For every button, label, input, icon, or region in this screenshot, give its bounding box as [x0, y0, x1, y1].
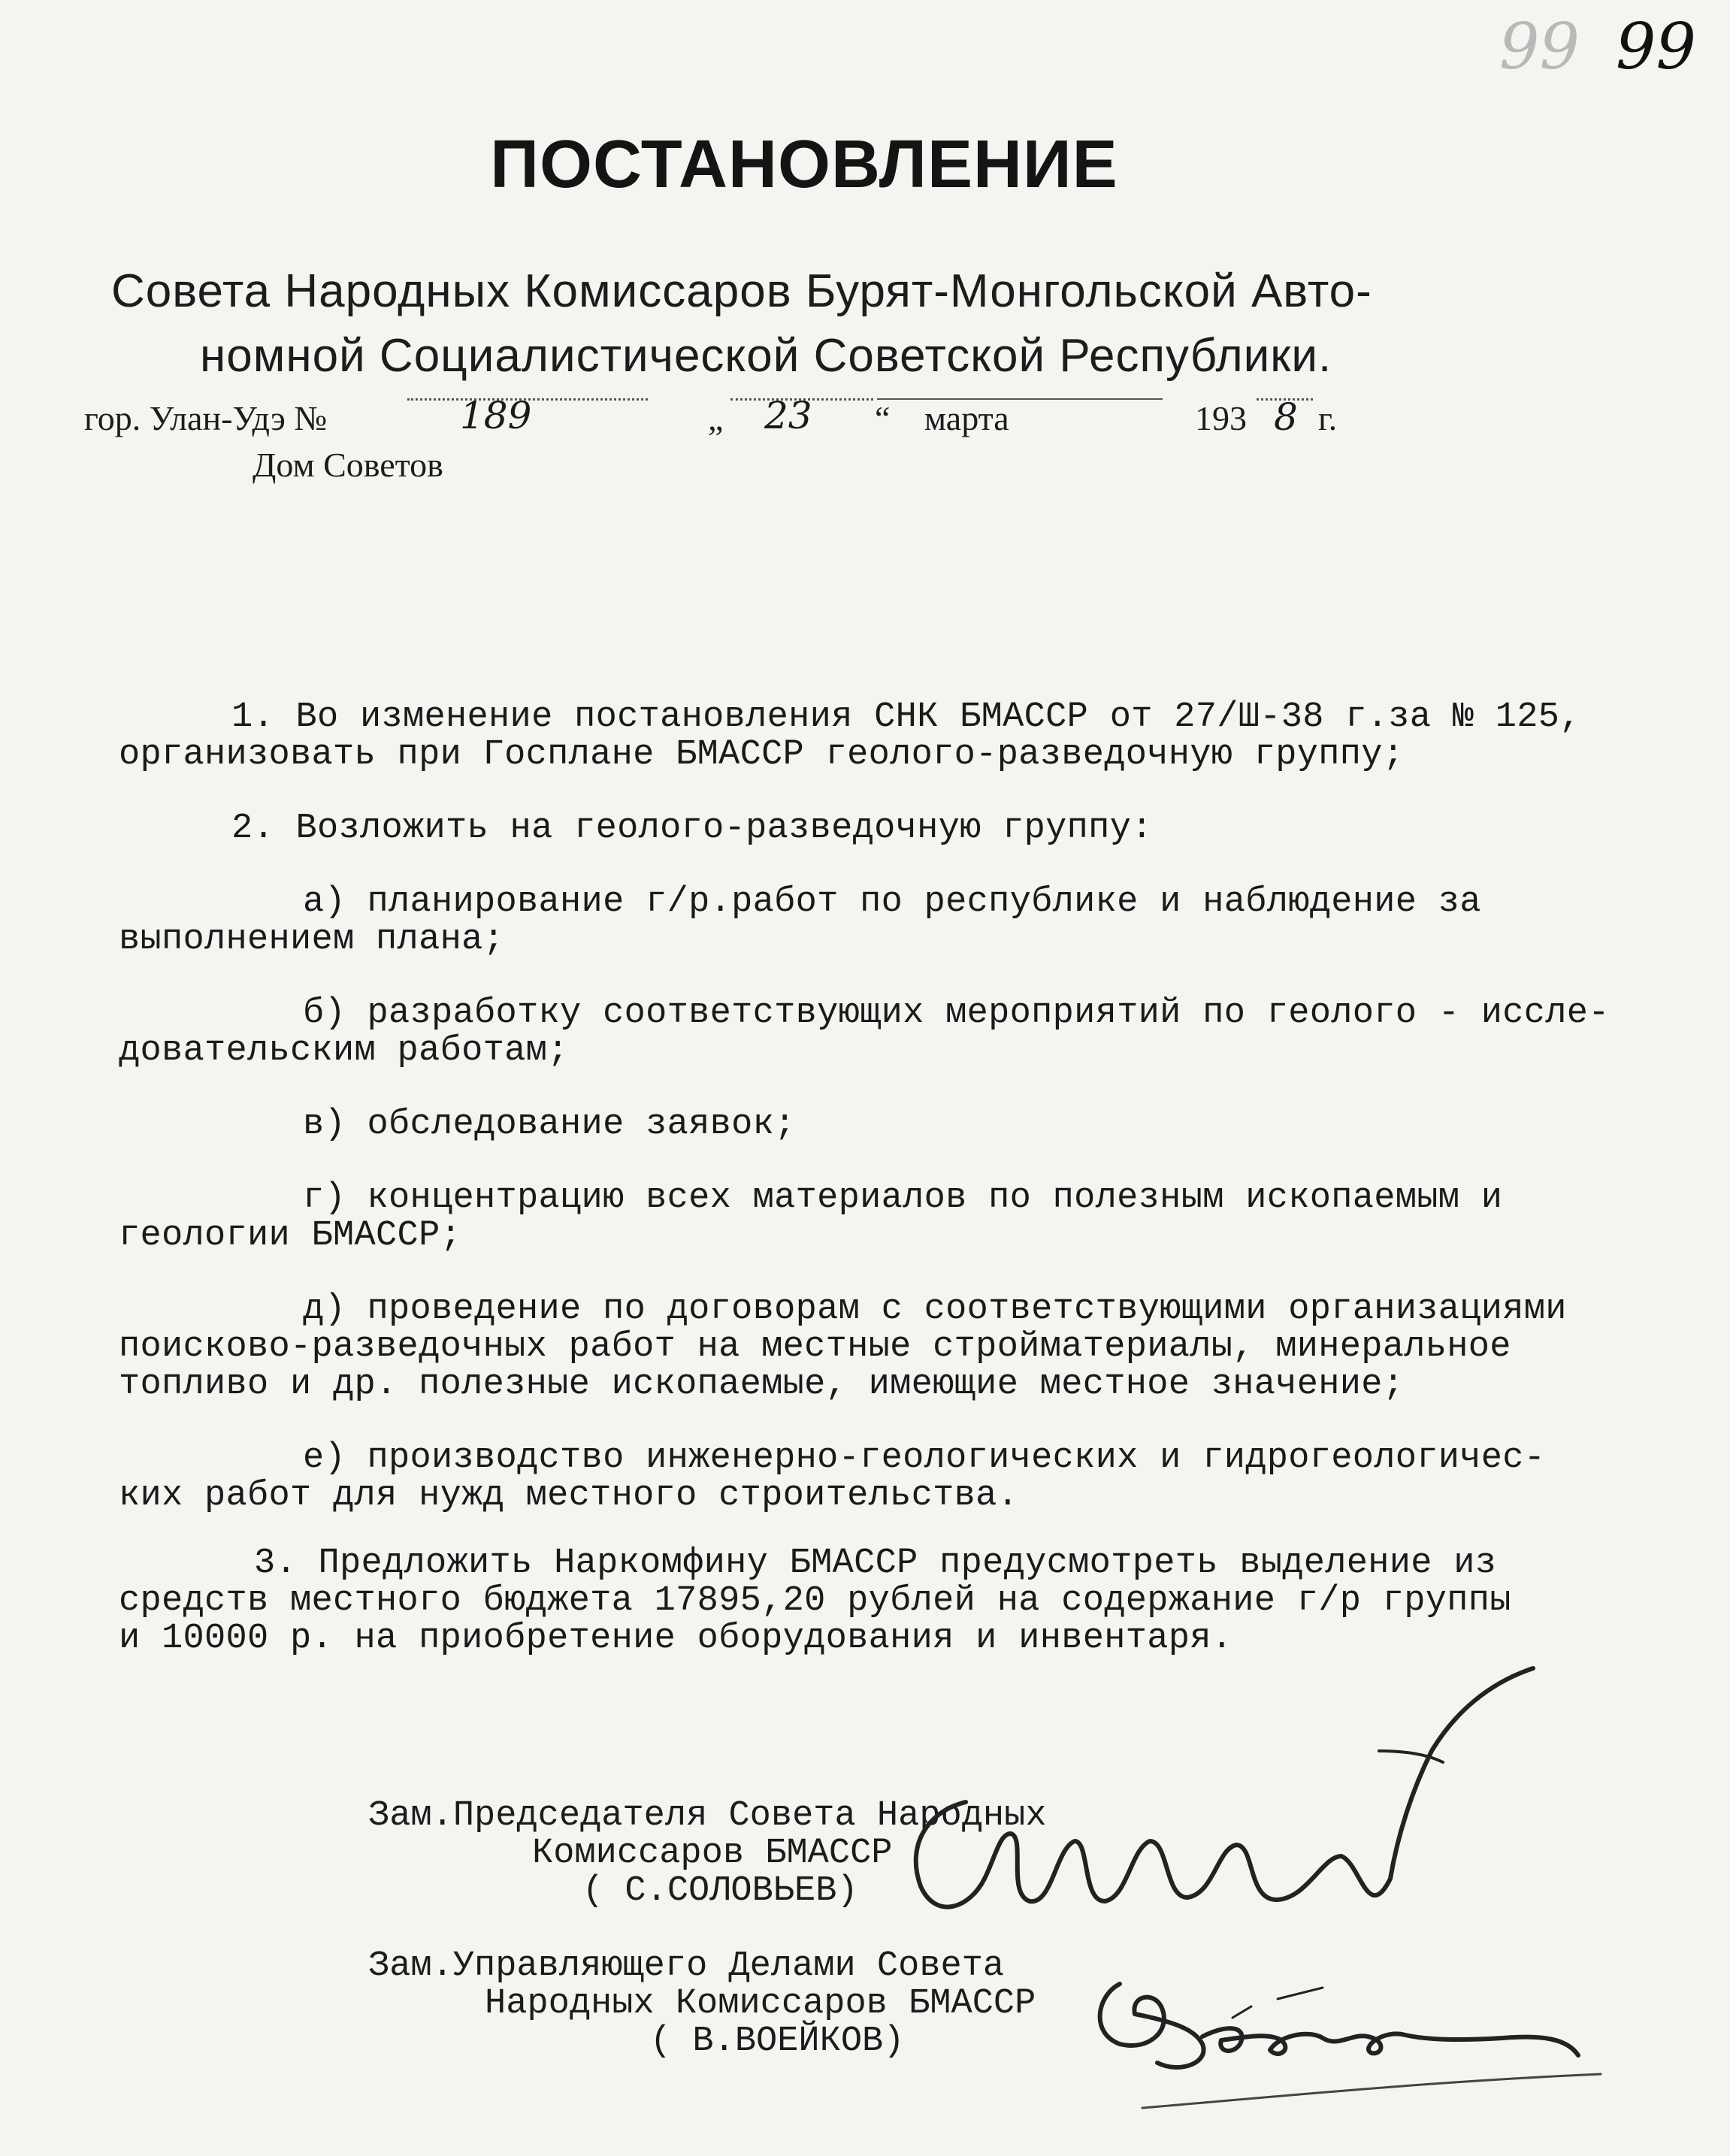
- item-3-line-3: и 10000 р. на приобретение оборудования и инвентаря.: [119, 1619, 1233, 1659]
- item-1-line-2: организовать при Госплане БМАССР геолого-разведочную группу;: [119, 735, 1405, 775]
- item-2a-line-1: а) планирование г/р.работ по республике и наблюдение за: [303, 882, 1481, 922]
- signature-block: [368, 1798, 1496, 2061]
- item-3-line-2: средств местного бюджета 17895,20 рублей на содержание г/р группы: [119, 1581, 1511, 1621]
- year-digit: 8: [1274, 395, 1298, 439]
- signatory-2-title-line-2: Народных Комиссаров БМАССР: [485, 1984, 1036, 2024]
- item-2b-line-2: довательским работам;: [119, 1031, 569, 1071]
- signatory-2-name: ( В.ВОЕЙКОВ): [650, 2021, 905, 2061]
- item-2v: в) обследование заявок;: [303, 1105, 796, 1145]
- item-2e-line-2: ких работ для нужд местного строительства.: [119, 1476, 1019, 1516]
- decree-day: 23: [764, 394, 812, 437]
- document-title: ПОСТАНОВЛЕНИЕ: [490, 127, 1118, 202]
- city-label: гор. Улан-Удэ №: [84, 399, 328, 437]
- signatory-1-title-line-2: Комиссаров БМАССР: [532, 1834, 893, 1873]
- place-date-line: [84, 394, 1437, 451]
- day-close-quote: “: [875, 399, 891, 437]
- location-line: Дом Советов: [253, 446, 443, 484]
- archive-page-number-faint: 99: [1499, 10, 1580, 83]
- signatory-1-name: ( С.СОЛОВЬЕВ): [582, 1871, 858, 1911]
- issuer-line-1: Совета Народных Комиссаров Бурят-Монгольской Авто-: [111, 265, 1372, 317]
- issuer-heading: [111, 259, 1539, 389]
- item-2a-line-2: выполнением плана;: [119, 920, 505, 960]
- item-2d-line-3: топливо и др. полезные ископаемые, имеющие местное значение;: [119, 1365, 1405, 1405]
- item-2b-line-1: б) разработку соответствующих мероприятий по геолого - иссле-: [303, 993, 1610, 1033]
- year-prefix: 193: [1195, 399, 1247, 437]
- year-suffix: г.: [1318, 399, 1338, 437]
- signatory-1-title-line-1: Зам.Председателя Совета Народных: [368, 1796, 1047, 1836]
- number-underline: [407, 398, 648, 401]
- day-open-quote: „: [708, 399, 724, 437]
- item-2e-line-1: е) производство инженерно-геологических и гидрогеологичес-: [303, 1438, 1546, 1478]
- item-1-line-1: 1. Во изменение постановления СНК БМАССР от 27/Ш-38 г.за № 125,: [231, 697, 1581, 737]
- item-2g-line-2: геологии БМАССР;: [119, 1216, 462, 1256]
- month-underline: [877, 398, 1163, 400]
- decree-month: марта: [924, 399, 1009, 437]
- decree-body: [119, 699, 1697, 1658]
- item-3-line-1: 3. Предложить Наркомфину БМАССР предусмотреть выделение из: [254, 1544, 1497, 1583]
- decree-number: 189: [460, 394, 532, 437]
- item-2g-line-1: г) концентрацию всех материалов по полезным ископаемым и: [303, 1178, 1503, 1218]
- year-underline: [1257, 398, 1313, 401]
- item-2d-line-1: д) проведение по договорам с соответствующими организациями: [303, 1290, 1567, 1329]
- signatory-2-title-line-1: Зам.Управляющего Делами Совета: [368, 1946, 1005, 1986]
- item-2: 2. Возложить на геолого-разведочную группу:: [231, 809, 1153, 848]
- archive-page-number: 99: [1616, 10, 1696, 83]
- issuer-line-2: номной Социалистической Советской Республики.: [200, 330, 1332, 382]
- item-2d-line-2: поисково-разведочных работ на местные стройматериалы, минеральное: [119, 1327, 1511, 1367]
- day-underline: [730, 398, 873, 401]
